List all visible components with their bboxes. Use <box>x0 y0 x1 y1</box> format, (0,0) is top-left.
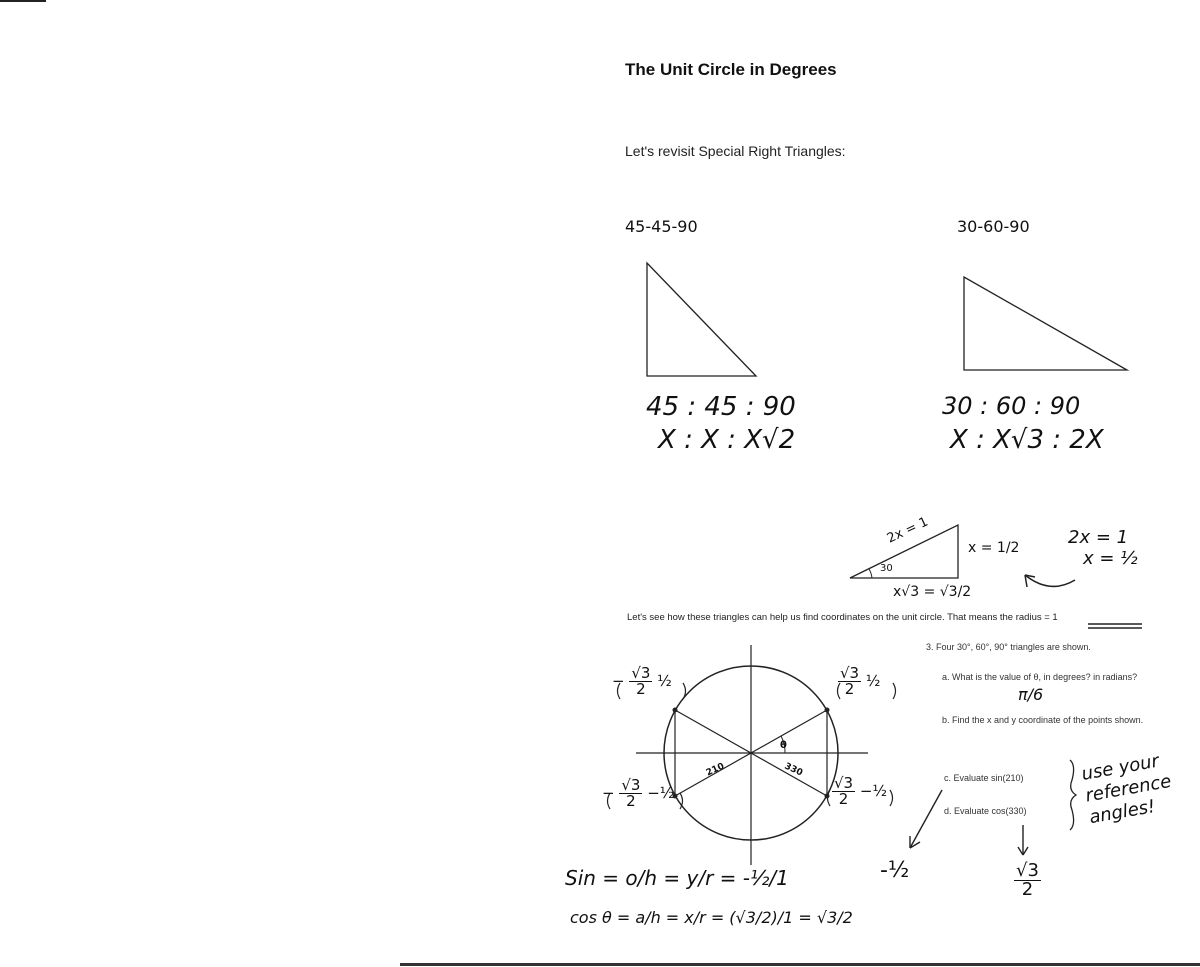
angle-330-label: 330 <box>782 761 805 779</box>
instruction-text: Let's see how these triangles can help us find coordinates on the unit circle. That means the radius = 1 <box>627 612 1058 623</box>
question-d: d. Evaluate cos(330) <box>944 806 1027 816</box>
question-b: b. Find the x and y coordinate of the points shown. <box>942 715 1144 725</box>
sketch-x-eq: x = 1/2 <box>968 540 1020 556</box>
tri30-ratio-2: X : X√3 : 2X <box>950 425 1104 455</box>
coord-q3: − $\frac{√3}{2}$ −½ <box>602 776 675 810</box>
cos-work: cos θ = a/h = x/r = (√3/2)/1 = √3/2 <box>570 908 853 927</box>
reference-angles-note: use your reference angles! <box>1080 750 1173 829</box>
sin-work: Sin = o/h = y/r = -½/1 <box>565 866 789 890</box>
sketch-hyp-label: 2x = 1 <box>884 514 931 547</box>
question-c: c. Evaluate sin(210) <box>944 773 1024 783</box>
page-title: The Unit Circle in Degrees <box>625 60 837 79</box>
tri45-ratio-2: X : X : X√2 <box>658 425 796 455</box>
angle-210-label: 210 <box>704 761 727 779</box>
point-q1 <box>825 708 830 713</box>
side-note-1: 2x = 1 <box>1068 527 1129 548</box>
answer-c: -½ <box>880 858 910 883</box>
tri30-label: 30-60-90 <box>957 217 1030 236</box>
sketch-angle-label: 30 <box>880 563 893 574</box>
coord-q4: $\frac{√3}{2}$ −½ <box>834 774 887 808</box>
problem-intro: 3. Four 30°, 60°, 90° triangles are shown. <box>926 642 1091 652</box>
sketch-base-label: x√3 = √3/2 <box>893 584 972 600</box>
answer-d: $\frac{√3}{2}$ <box>1016 860 1039 900</box>
answer-a: π/6 <box>1018 685 1044 704</box>
coord-q1: $\frac{√3}{2}$ ½ <box>840 664 881 698</box>
brace <box>1070 760 1076 830</box>
arrow-c <box>910 790 942 848</box>
side-note-2: x = ½ <box>1083 548 1138 569</box>
tri45-ratio-1: 45 : 45 : 90 <box>646 392 796 422</box>
tri30-ratio-1: 30 : 60 : 90 <box>942 392 1081 420</box>
coord-q2: − $\frac{√3}{2}$ ½ <box>612 664 672 698</box>
sketch-angle-arc <box>869 569 872 578</box>
theta-label: θ <box>780 740 787 751</box>
tri45-label: 45-45-90 <box>625 217 698 236</box>
triangle-30-60-90 <box>964 277 1127 370</box>
triangle-45-45-90 <box>647 263 756 376</box>
intro-text: Let's revisit Special Right Triangles: <box>625 143 846 159</box>
question-a: a. What is the value of θ, in degrees? in radians? <box>942 672 1138 682</box>
point-q2 <box>673 708 678 713</box>
